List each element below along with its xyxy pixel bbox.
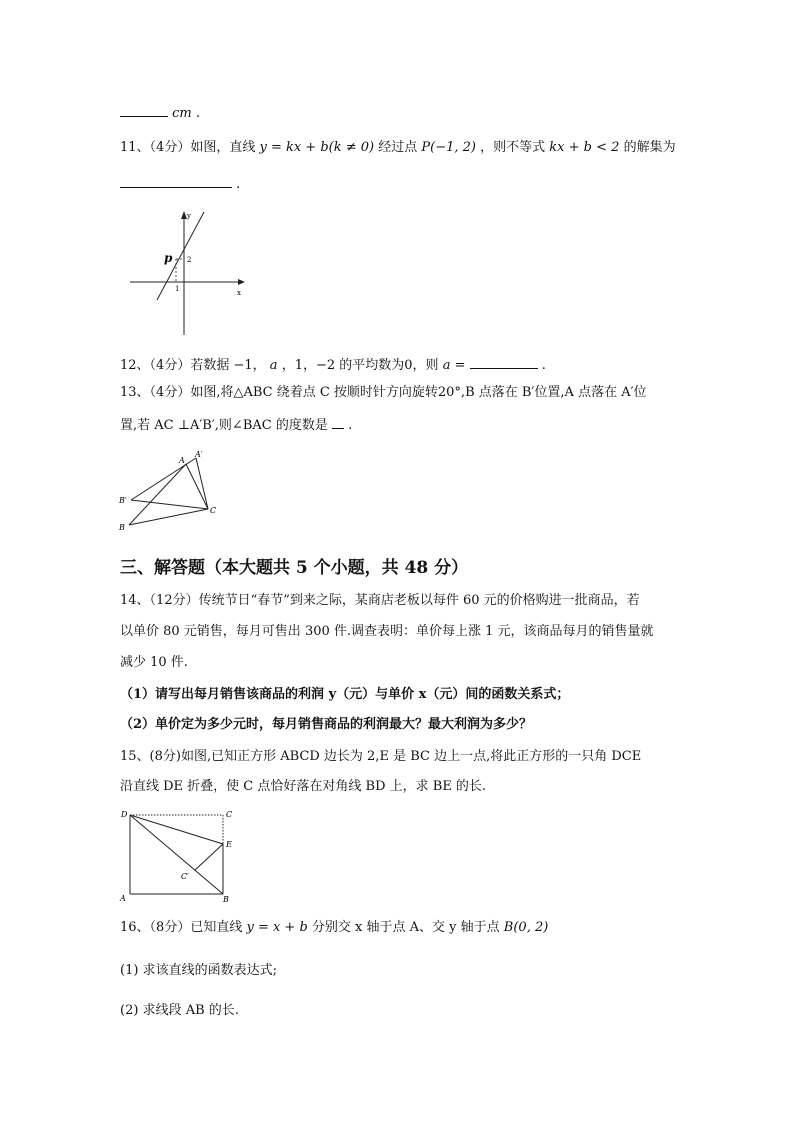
label-A-prime: A′	[195, 450, 203, 459]
unit-cm: cm	[172, 106, 192, 121]
q16-sub2-text: 求线段 AB 的长.	[142, 1003, 239, 1018]
q11-mid: 经过点	[378, 140, 418, 155]
label-D: D	[121, 810, 128, 819]
label-B: B	[223, 895, 229, 904]
question-16-sub1	[120, 962, 277, 980]
q16-sub1-number: (1)	[120, 963, 139, 978]
seg-B-C	[129, 509, 208, 525]
tick-2-label: 2	[187, 256, 192, 264]
q11-inequality: kx + b < 2	[549, 140, 620, 155]
q12-values: −1，	[233, 358, 266, 373]
question-14-sub1: （1）请写出每月销售该商品的利润 y（元）与单价 x（元）间的函数关系式；	[120, 687, 570, 702]
label-A: A	[179, 456, 185, 465]
question-11	[120, 139, 676, 157]
seg-B2-C	[131, 500, 208, 509]
period: .	[348, 418, 353, 433]
q16-sub1-text: 求该直线的函数表达式;	[142, 963, 277, 978]
q16-point: B(0, 2)	[503, 920, 549, 935]
q16-prefix: 16、（8分）已知直线	[120, 920, 243, 935]
y-label: y	[187, 212, 191, 220]
x-axis-arrow	[238, 279, 245, 285]
q11-mid2: ，则不等式	[480, 140, 546, 155]
seg-E-C-prime	[195, 844, 223, 870]
q11-point: P(−1, 2)	[421, 140, 476, 155]
diag-D-B	[130, 815, 223, 894]
label-E: E	[226, 840, 232, 849]
q13-text: 置,若 AC ⊥A′B′,则∠BAC 的度数是	[120, 418, 328, 433]
x-label: x	[237, 289, 241, 297]
question-13-line1: 13、（4分）如图,将△ABC 绕着点 C 按顺时针方向旋转20°,B 点落在 B′位置,A 点落在 A′位	[120, 385, 647, 400]
q11-prefix: 11、（4分）如图，直线	[120, 140, 256, 155]
label-B-prime: B′	[119, 496, 127, 505]
period: .	[236, 177, 241, 192]
question-16	[120, 919, 548, 937]
question-13-line2	[120, 414, 352, 435]
period: .	[195, 106, 201, 121]
section-3-heading: 三、解答题（本大题共 5 个小题，共 48 分）	[120, 558, 469, 578]
q12-values2: ，1，−2	[281, 358, 336, 373]
question-15-line2: 沿直线 DE 折叠，使 C 点恰好落在对角线 BD 上，求 BE 的长.	[120, 779, 487, 794]
q13-figure	[117, 448, 227, 533]
period: .	[541, 358, 546, 373]
q16-equation: y = x + b	[246, 920, 308, 935]
seg-A-C	[186, 464, 208, 509]
q16-mid: 分别交 x 轴于点 A、交 y 轴于点	[311, 920, 500, 935]
prev-answer-line	[120, 102, 200, 123]
q12-mid: 的平均数为0，则	[339, 358, 439, 373]
question-16-sub2	[120, 1002, 239, 1020]
q11-answer-blank[interactable]	[120, 173, 232, 188]
answer-blank[interactable]	[120, 102, 168, 117]
seg-B2-A2	[131, 458, 196, 500]
q11-suffix: 的解集为	[623, 140, 676, 155]
q12-variable-a: a	[269, 358, 278, 373]
label-C: C	[226, 810, 233, 819]
q11-answer-line	[120, 173, 240, 194]
q11-figure	[125, 205, 255, 340]
q12-equation: a =	[442, 358, 466, 373]
label-C-prime: C′	[181, 872, 189, 881]
q12-answer-blank[interactable]	[470, 354, 538, 369]
question-14-sub2: （2）单价定为多少元时，每月销售商品的利润最大？最大利润为多少？	[120, 717, 533, 732]
question-14-line3: 减少 10 件.	[120, 655, 188, 670]
fold-D-E	[130, 815, 223, 844]
label-A: A	[120, 894, 126, 903]
question-15-line1: 15、(8分)如图,已知正方形 ABCD 边长为 2,E 是 BC 边上一点,将此正方形的一只角 DCE	[120, 749, 642, 764]
q12-prefix: 12、（4分）若数据	[120, 358, 230, 373]
label-C: C	[210, 506, 217, 515]
tick-neg1-label: 1	[175, 285, 180, 293]
q11-equation: y = kx + b(k ≠ 0)	[259, 140, 375, 155]
question-12	[120, 354, 546, 375]
seg-B-A	[129, 464, 186, 525]
label-B: B	[119, 523, 125, 532]
p-label: p	[164, 251, 173, 265]
q13-answer-blank[interactable]	[332, 414, 344, 429]
question-14-line2: 以单价 80 元销售，每月可售出 300 件.调查表明：单价每上涨 1 元，该商品每月的销售量就	[120, 624, 654, 639]
seg-A2-C	[196, 458, 208, 509]
question-14-line1: 14、（12分）传统节日“春节”到来之际，某商店老板以每件 60 元的价格购进一批商品，若	[120, 593, 640, 608]
q15-figure	[118, 808, 238, 905]
q16-sub2-number: (2)	[120, 1003, 139, 1018]
